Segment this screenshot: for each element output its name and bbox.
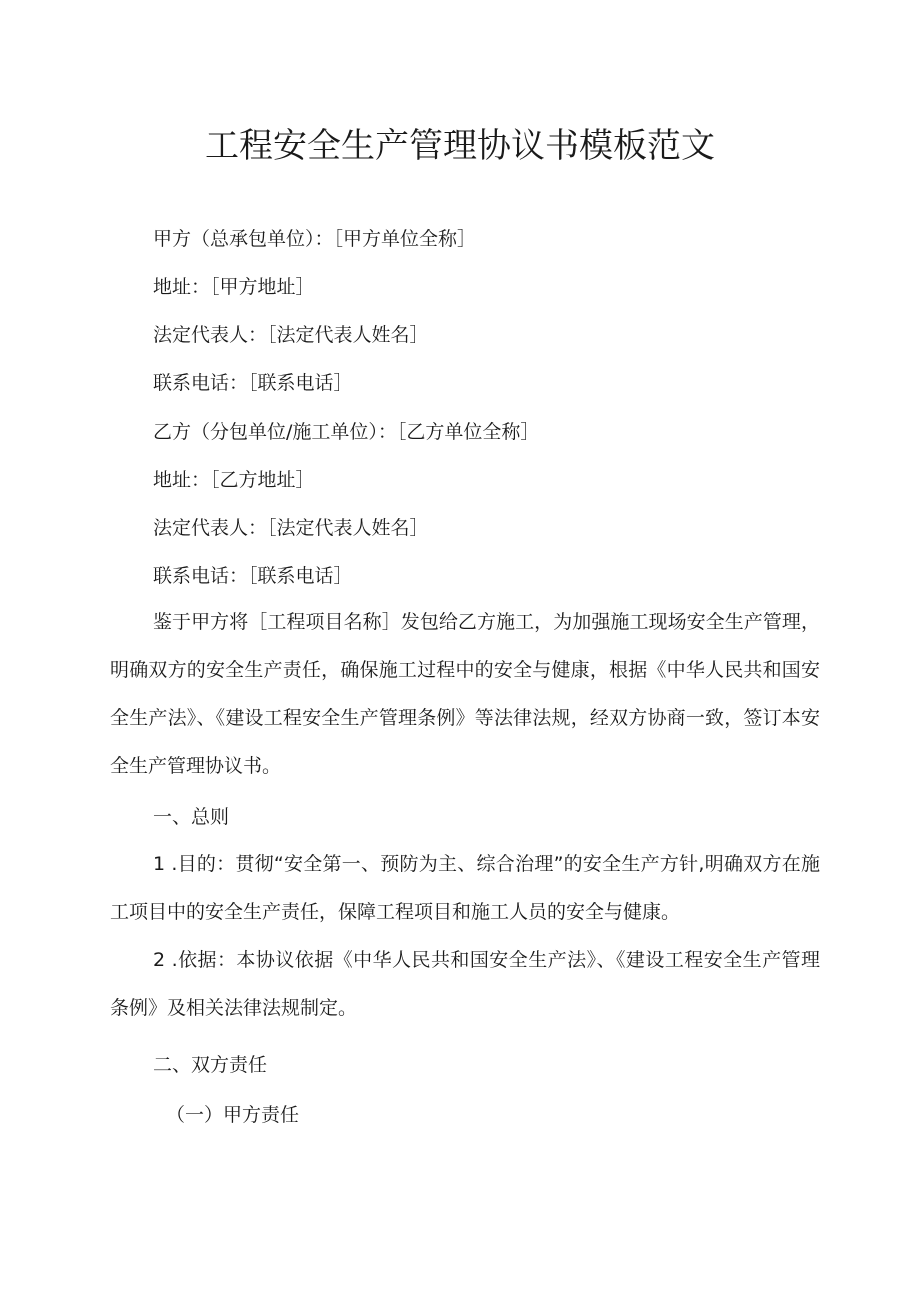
party-b-phone: 联系电话：［联系电话］ xyxy=(153,565,353,587)
section-1-item-2: 2 .依据：本协议依据《中华人民共和国安全生产法》、《建设工程安全生产管理条例》及相关法律法规制定。 xyxy=(110,949,820,1019)
section-1-item-1: 1 .目的：贯彻“安全第一、预防为主、综合治理”的安全生产方针,明确双方在施工项目中的安全生产责任，保障工程项目和施工人员的安全与健康。 xyxy=(110,853,820,923)
party-b-name: 乙方（分包单位/施工单位）：［乙方单位全称］ xyxy=(153,421,540,443)
party-a-address: 地址：［甲方地址］ xyxy=(153,276,315,298)
section-2-heading: 二、双方责任 xyxy=(153,1054,268,1076)
party-a-phone: 联系电话：［联系电话］ xyxy=(153,372,353,394)
party-b-representative: 法定代表人：［法定代表人姓名］ xyxy=(153,517,429,539)
party-a-representative: 法定代表人：［法定代表人姓名］ xyxy=(153,324,429,346)
party-a-name: 甲方（总承包单位）：［甲方单位全称］ xyxy=(153,228,477,250)
party-b-address: 地址：［乙方地址］ xyxy=(153,469,315,491)
preamble-paragraph: 鉴于甲方将［工程项目名称］发包给乙方施工，为加强施工现场安全生产管理，明确双方的安全生产责任，确保施工过程中的安全与健康，根据《中华人民共和国安全生产法》、《建设工程安全生产管理条例》等法律法规，经双方协商一致，签订本安全生产管理协议书。 xyxy=(110,611,820,777)
section-2-sub-1: （一）甲方责任 xyxy=(166,1104,300,1126)
section-1-heading: 一、总则 xyxy=(153,806,230,828)
document-title: 工程安全生产管理协议书模板范文 xyxy=(205,126,715,166)
